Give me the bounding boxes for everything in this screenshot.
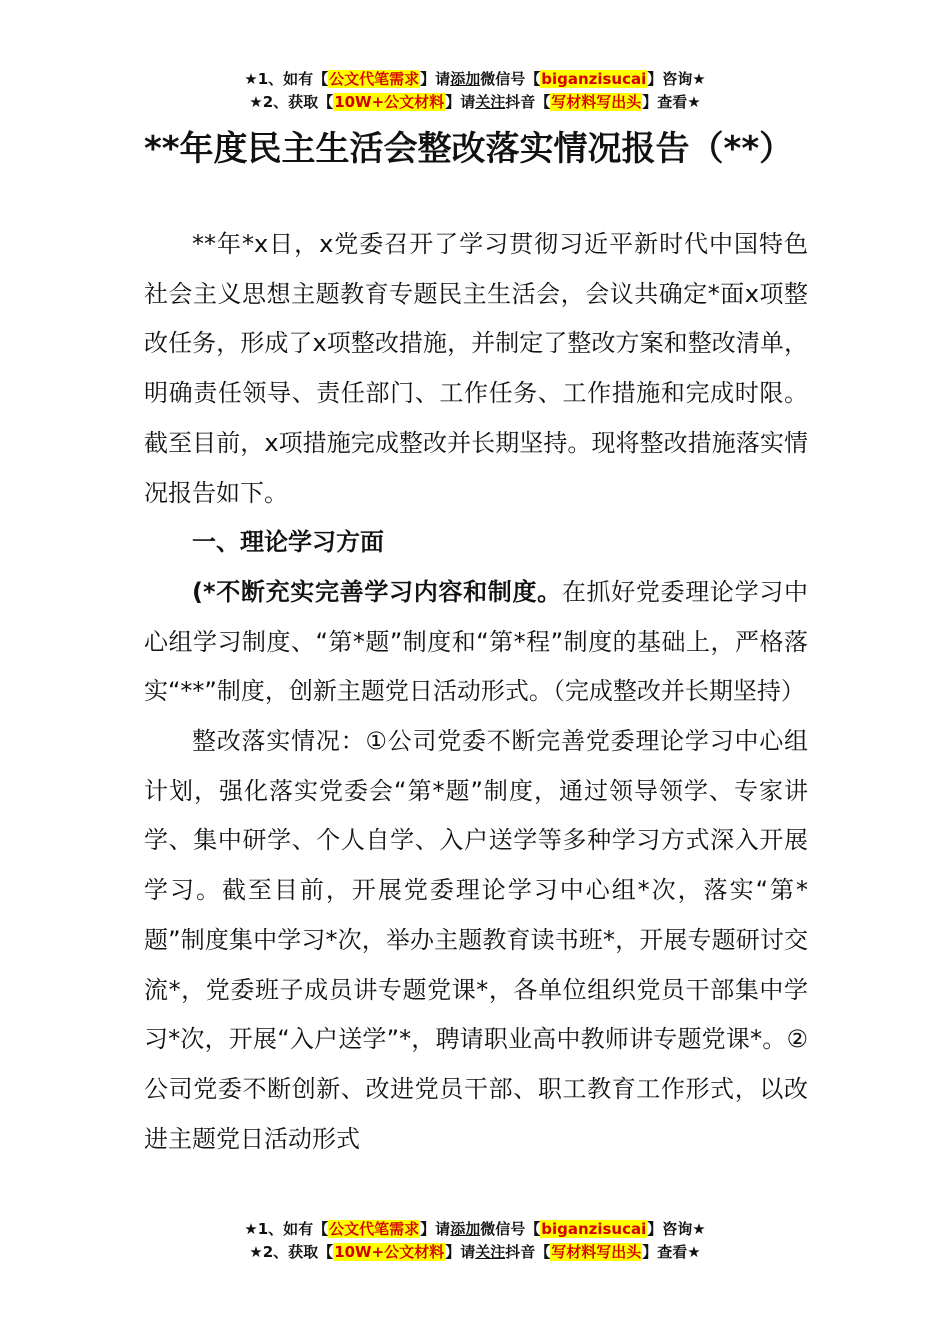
- banner-line-1: ★1、如有【公文代笔需求】请添加微信号【biganzisucai】咨询★: [244, 1220, 706, 1238]
- highlight-ghostwriting: 公文代笔需求: [329, 1220, 420, 1238]
- item-title: (*不断充实完善学习内容和制度。: [192, 577, 562, 606]
- banner-line-2: ★2、获取【10W+公文材料】请关注抖音【写材料写出头】查看★: [249, 1243, 701, 1261]
- footer-banner: [0, 1218, 950, 1264]
- star-icon: ★: [249, 1243, 263, 1261]
- highlight-wechat-id: biganzisucai: [541, 1220, 647, 1238]
- item-text: 在抓好党委理论学习中心组学习制度、“第*题”制度和“第*程”制度的基础上，严格落实“**”制度，创新主题党日活动形式。（完成整改并长期坚持）: [144, 577, 808, 706]
- progress-paragraph: 整改落实情况：①公司党委不断完善党委理论学习中心组计划，强化落实党委会“第*题”制度，通过领导领学、专家讲学、集中研学、个人自学、入户送学等多种学习方式深入开展学习。截至目前，开展党委理论学习中心组*次，落实“第*题”制度集中学习*次，举办主题教育读书班*，开展专题研讨交流*，党委班子成员讲专题党课*，各单位组织党员干部集中学习*次，开展“入户送学”*，聘请职业高中教师讲专题党课*。②公司党委不断创新、改进党员干部、职工教育工作形式，以改进主题党日活动形式: [144, 727, 808, 1153]
- star-icon: ★: [249, 93, 263, 111]
- star-icon: ★: [244, 1220, 258, 1238]
- highlight-ghostwriting: 公文代笔需求: [329, 70, 420, 88]
- banner-line-1: ★1、如有【公文代笔需求】请添加微信号【biganzisucai】咨询★: [244, 70, 706, 88]
- star-icon: ★: [244, 70, 258, 88]
- highlight-wechat-id: biganzisucai: [541, 70, 647, 88]
- intro-paragraph: **年*x日，x党委召开了学习贯彻习近平新时代中国特色社会主义思想主题教育专题民主生活会，会议共确定*面x项整改任务，形成了x项整改措施，并制定了整改方案和整改清单，明确责任领导、责任部门、工作任务、工作措施和完成时限。截至目前，x项措施完成整改并长期坚持。现将整改措施落实情况报告如下。: [144, 230, 808, 507]
- header-banner: [0, 68, 950, 114]
- banner-line-2: ★2、获取【10W+公文材料】请关注抖音【写材料写出头】查看★: [249, 93, 701, 111]
- section-heading: 一、理论学习方面: [192, 528, 384, 557]
- highlight-materials: 10W+公文材料: [334, 1243, 445, 1261]
- document-body: [144, 220, 808, 1164]
- highlight-douyin: 写材料写出头: [551, 93, 642, 111]
- highlight-douyin: 写材料写出头: [551, 1243, 642, 1261]
- highlight-materials: 10W+公文材料: [334, 93, 445, 111]
- document-title: **年度民主生活会整改落实情况报告（**）: [144, 129, 794, 169]
- item-paragraph: [144, 568, 808, 717]
